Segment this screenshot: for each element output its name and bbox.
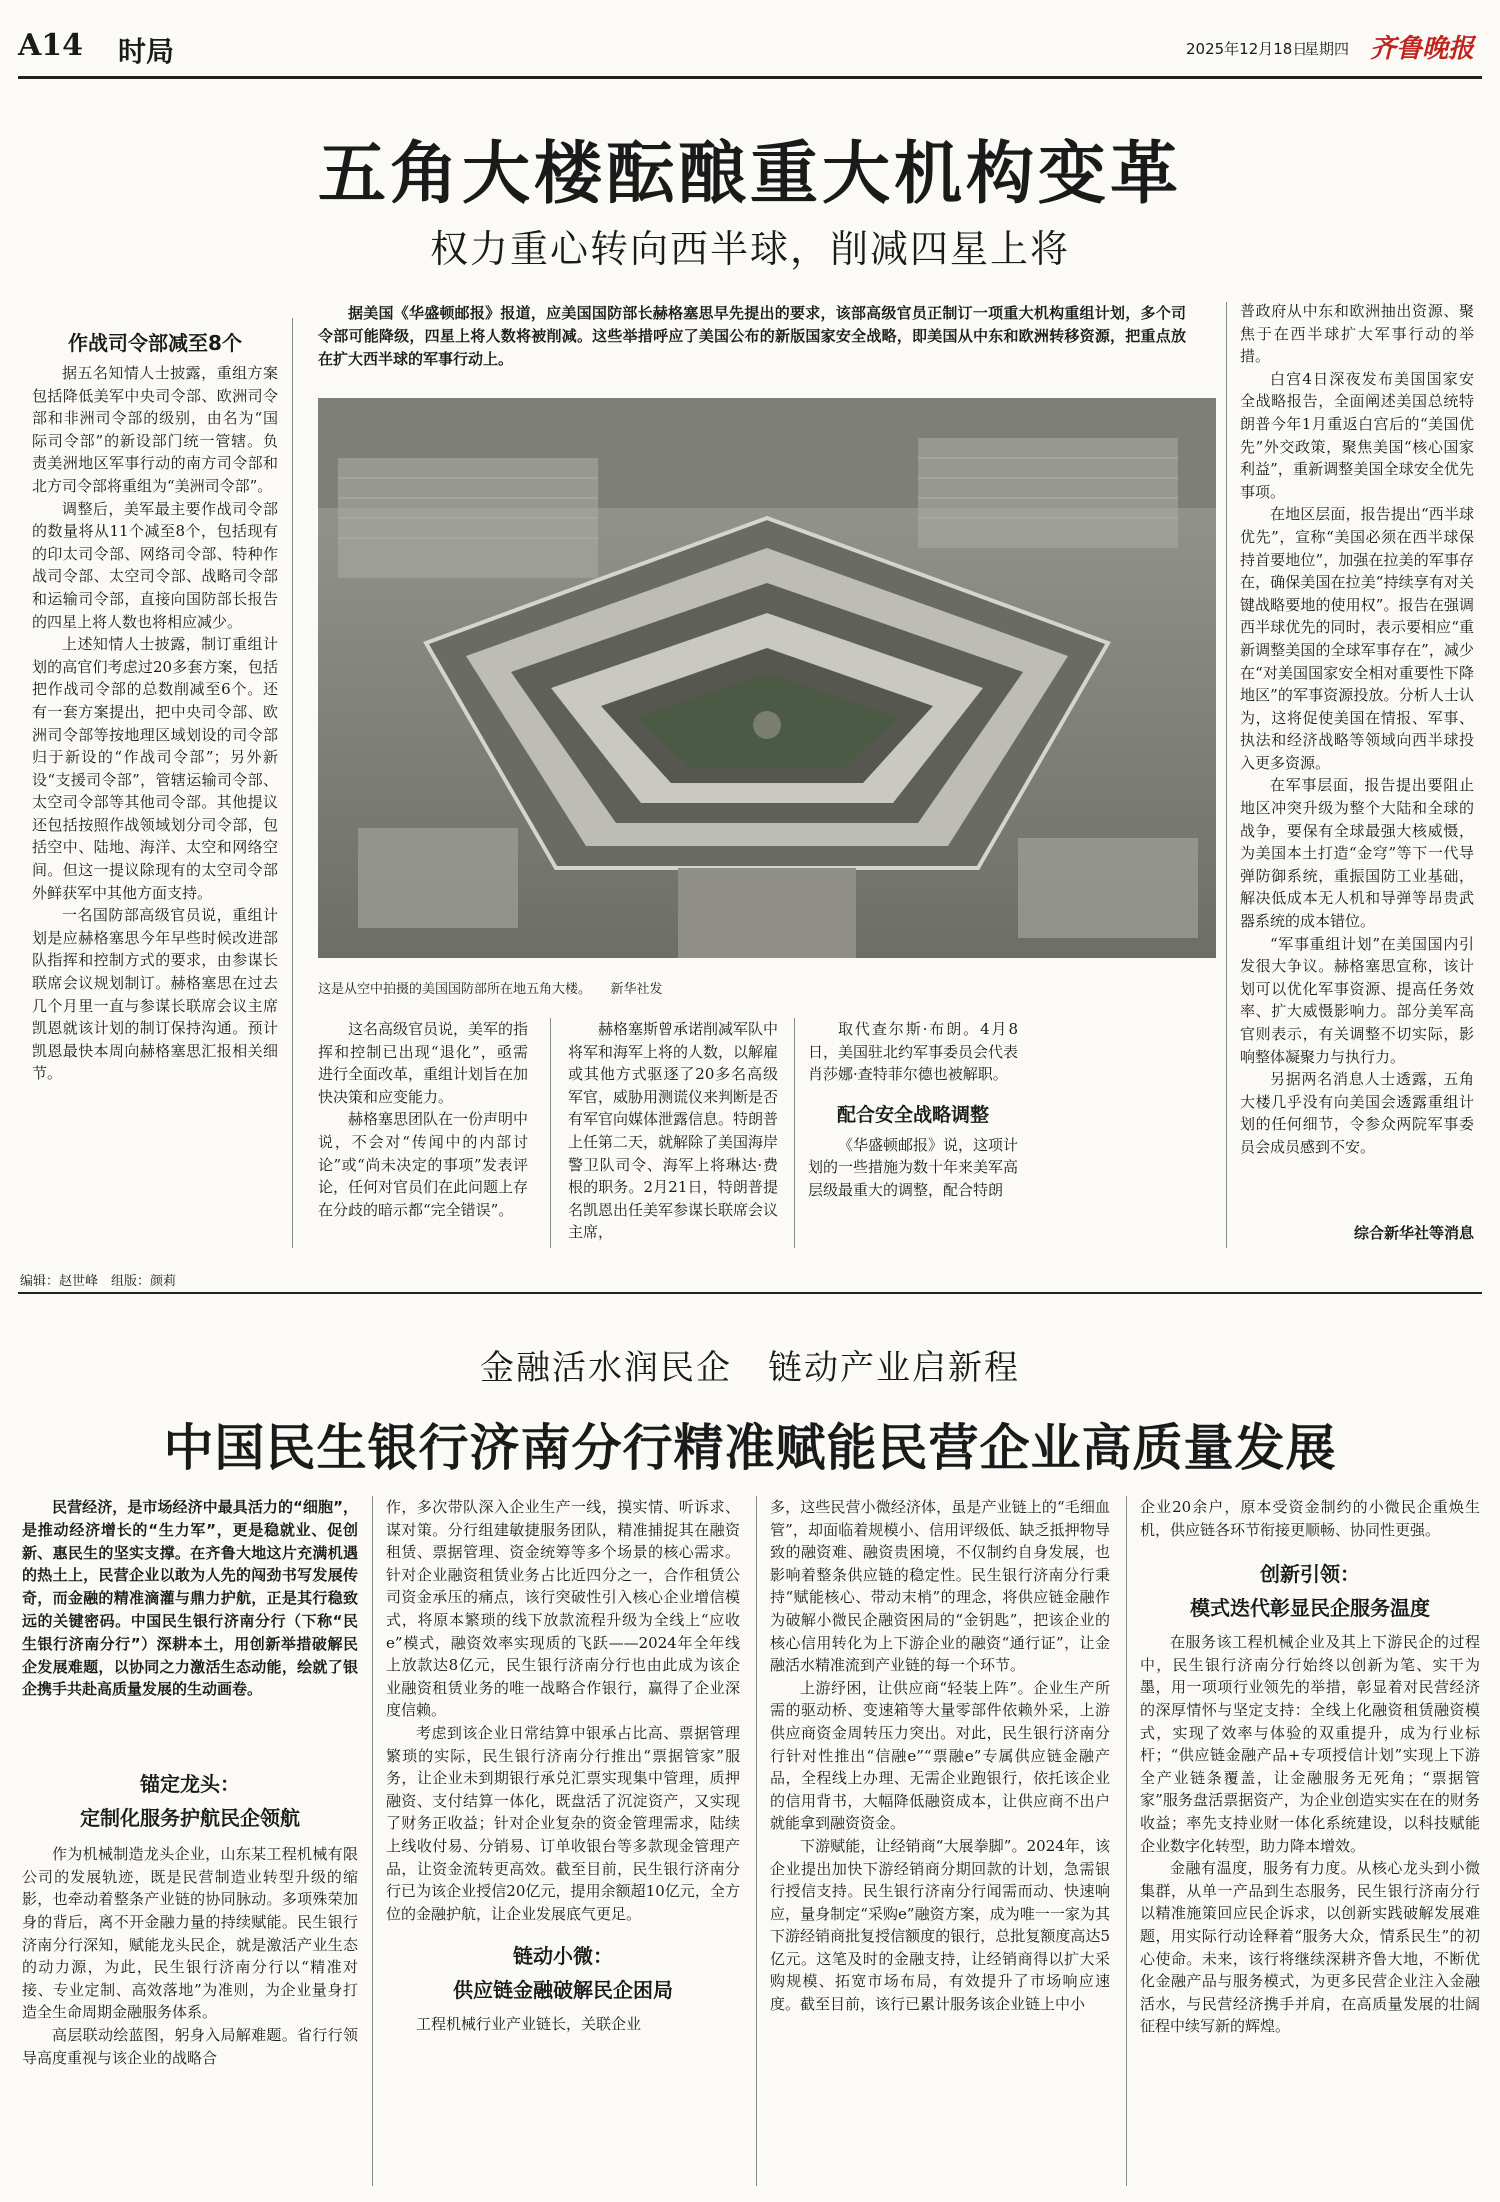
article1-col3 <box>568 1018 778 1248</box>
column-divider <box>1226 302 1227 1248</box>
article2-col3 <box>770 1496 1110 2192</box>
article2-headline: 中国民生银行济南分行精准赋能民营企业高质量发展 <box>163 1418 1337 1477</box>
article1-paragraph: 另据两名消息人士透露，五角大楼几乎没有向美国会透露重组计划的任何细节，令参众两院军事委员会成员感到不安。 <box>1240 1070 1474 1156</box>
column-divider <box>794 1018 795 1248</box>
article2-section3-title: 模式迭代彰显民企服务温度 <box>1190 1596 1430 1621</box>
article2-section2-title: 供应链金融破解民企困局 <box>453 1978 673 2003</box>
article1-col2 <box>318 1018 528 1248</box>
article2-col4 <box>1140 1496 1480 2192</box>
column-divider <box>550 1018 551 1248</box>
article2-col1 <box>22 1496 358 2192</box>
article1-lead: 据美国《华盛顿邮报》报道，应美国国防部长赫格塞思早先提出的要求，该部高级官员正制订一项重大机构重组计划，多个司令部可能降级，四星上将人数将被削减。这些举措呼应了美国公布的新版国家安全战略，即美国从中东和欧洲转移资源，把重点放在扩大西半球的军事行动上。 <box>318 304 1186 368</box>
pentagon-aerial-illustration <box>318 398 1216 958</box>
article1-paragraph: 赫格塞斯曾承诺削减军队中将军和海军上将的人数，以解雇或其他方式驱逐了20多名高级军官，威胁用测谎仪来判断是否有军官向媒体泄露信息。特朗普上任第二天，就解除了美国海岸警卫队司令、海军上将琳达·费根的职务。2月21日，特朗普提名凯恩出任美军参谋长联席会议主席， <box>568 1020 778 1242</box>
issue-date: 2025年12月18日 <box>1186 40 1308 58</box>
article1-paragraph: 《华盛顿邮报》说，这项计划的一些措施为数十年来美军高层级最重大的调整，配合特朗 <box>808 1135 1018 1199</box>
article2-paragraph: 作为机械制造龙头企业，山东某工程机械有限公司的发展轨迹，既是民营制造业转型升级的缩影，也牵动着整条产业链的协同脉动。多项殊荣加身的背后，离不开金融力量的持续赋能。民生银行济南分行深知，赋能龙头民企，就是激活产业生态的动力源，为此，民生银行济南分行以“精准对接、专业定制、高效落地”为准则，为企业量身打造全生命周期金融服务体系。 <box>22 1845 358 2022</box>
article1-paragraph: 一名国防部高级官员说，重组计划是应赫格塞思今年早些时候改进部队指挥和控制方式的要求，由参谋长联席会议规划制订。赫格塞思在过去几个月里一直与参谋长联席会议主席凯恩就该计划的制订保持沟通。预计凯恩最快本周向赫格塞思汇报相关细节。 <box>32 906 278 1083</box>
article2-paragraph: 工程机械行业产业链长，关联企业 <box>416 2015 642 2034</box>
article1-paragraph: 上述知情人士披露，制订重组计划的高官们考虑过20多套方案，包括把作战司令部的总数削减至6个。还有一套方案提出，把中央司令部、欧洲司令部等按地理区域划设的司令部归于新设的“作战司令部”；另外新设“支援司令部”，管辖运输司令部、太空司令部等其他司令部。其他提议还包括按照作战领域划分司令部，包括空中、陆地、海洋、太空和网络空间。但这一提议除现有的太空司令部外鲜获军中其他方面支持。 <box>32 635 278 902</box>
article2-kicker: 金融活水润民企 链动产业启新程 <box>480 1348 1020 1388</box>
article1-col4 <box>808 1018 1018 1248</box>
newspaper-logo: 齐鲁晚报 <box>1370 34 1475 64</box>
article2-section1-title: 定制化服务护航民企领航 <box>80 1806 300 1831</box>
article2-paragraph: 上游纾困，让供应商“轻装上阵”。企业生产所需的驱动桥、变速箱等大量零部件依赖外采，上游供应商资金周转压力突出。对此，民生银行济南分行针对性推出“信融e”“票融e”专属供应链金融产品，全程线上办理、无需企业跑银行，依托该企业的信用背书，大幅降低融资成本，让供应商不出户就能拿到融资资金。 <box>770 1678 1110 1833</box>
page-number: A14 <box>18 28 84 63</box>
article1-paragraph: “军事重组计划”在美国国内引发很大争议。赫格塞思宣称，该计划可以优化军事资源、提高任务效率、扩大威慑影响力。部分美军高官则表示，有关调整不切实际，影响整体凝聚力与执行力。 <box>1240 934 1474 1066</box>
article1-paragraph: 在军事层面，报告提出要阻止地区冲突升级为整个大陆和全球的战争，要保有全球最强大核威慑，为美国本土打造“金穹”等下一代导弹防御系统，重振国防工业基础，解决低成本无人机和导弹等昂贵武器系统的成本错位。 <box>1240 776 1474 931</box>
article2-paragraph: 下游赋能，让经销商“大展拳脚”。2024年，该企业提出加快下游经销商分期回款的计划，急需银行授信支持。民生银行济南分行闻需而动、快速响应，量身制定“采购e”融资方案，成为唯一一家为其下游经销商批复授信额度的银行，总批复额度高达5亿元。这笔及时的金融支持，让经销商得以扩大采购规模、拓宽市场布局，有效提升了市场响应速度。截至目前，该行已累计服务该企业链上中小 <box>770 1836 1110 2014</box>
article1-paragraph: 赫格塞思团队在一份声明中说，不会对“传闻中的内部讨论”或“尚未决定的事项”发表评论，任何对官员们在此问题上存在分歧的暗示都“完全错误”。 <box>318 1110 528 1219</box>
article1-col1 <box>32 324 278 1244</box>
article2-section1-label: 锚定龙头： <box>140 1772 240 1797</box>
page-header <box>18 28 1482 72</box>
pentagon-photo <box>318 398 1216 958</box>
article2-paragraph: 多，这些民营小微经济体，虽是产业链上的“毛细血管”，却面临着规模小、信用评级低、缺乏抵押物导致的融资难、融资贵困境，不仅制约自身发展，也影响着整条供应链的稳定性。民生银行济南分行秉持“赋能核心、带动末梢”的理念，将供应链金融作为破解小微民企融资困局的“金钥匙”，把该企业的核心信用转化为上下游企业的融资“通行证”，让金融活水精准流到产业链的每一个环节。 <box>770 1498 1110 1675</box>
article2-paragraph: 考虑到该企业日常结算中银承占比高、票据管理繁琐的实际，民生银行济南分行推出“票据管家”服务，让企业未到期银行承兑汇票实现集中管理，质押融资、支付结算一体化，既盘活了沉淀资产，又实现了财务正收益；针对企业复杂的资金管理需求，陆续上线收付易、分销易、订单收银台等多款现金管理产品，让资金流转更高效。截至目前，民生银行济南分行已为该企业授信20亿元，提用余额超10亿元，全方位的金融护航，让企业发展底气更足。 <box>386 1723 740 1923</box>
article2-paragraph: 作，多次带队深入企业生产一线，摸实情、听诉求、谋对策。分行组建敏捷服务团队，精准捕捉其在融资租赁、票据管理、资金统筹等多个场景的核心需求。针对企业融资租赁业务占比近四分之一，合作租赁公司资金承压的痛点，该行突破性引入核心企业增信模式，将原本繁琐的线下放款流程升级为全线上“应收e”模式，融资效率实现质的飞跃——2024年全年线上放款达8亿元，民生银行济南分行也由此成为该企业融资租赁业务的唯一战略合作银行，赢得了企业深度信赖。 <box>386 1498 740 1720</box>
header-rule <box>18 76 1482 79</box>
issue-weekday: 星期四 <box>1304 40 1350 58</box>
article1-paragraph: 据五名知情人士披露，重组方案包括降低美军中央司令部、欧洲司令部和非洲司令部的级别，由名为“国际司令部”的新设部门统一管辖。负责美洲地区军事行动的南方司令部和北方司令部将重组为“美洲司令部”。 <box>32 364 278 495</box>
article2-section3-label: 创新引领： <box>1260 1562 1360 1587</box>
photo-caption: 这是从空中拍摄的美国国防部所在地五角大楼。 新华社发 <box>318 982 663 997</box>
editors-line: 编辑：赵世峰 组版：颜莉 <box>20 1274 177 1289</box>
article1-paragraph: 在地区层面，报告提出“西半球优先”，宣称“美国必须在西半球保持首要地位”，加强在拉美的军事存在，确保美国在拉美“持续享有对关键战略要地的使用权”。报告在强调西半球优先的同时，表示要相应“重新调整美国的全球军事存在”，减少在“对美国国家安全相对重要性下降地区”的军事资源投放。分析人士认为，这将促使美国在情报、军事、执法和经济战略等领域向西半球投入更多资源。 <box>1240 505 1474 772</box>
section-name: 时局 <box>118 35 175 68</box>
article1-subhead: 权力重心转向西半球，削减四星上将 <box>429 227 1070 271</box>
article2-lead: 民营经济，是市场经济中最具活力的“细胞”，是推动经济增长的“生力军”，更是稳就业、促创新、惠民生的坚实支撑。在齐鲁大地这片充满机遇的热土上，民营企业以敢为人先的闯劲书写发展传奇，而金融的精准滴灌与鼎力护航，正是其行稳致远的关键密码。中国民生银行济南分行（下称“民生银行济南分行”）深耕本土，用创新举措破解民企发展难题，以协同之力激活生态动能，绘就了银企携手共赴高质量发展的生动画卷。 <box>22 1498 358 1699</box>
column-divider <box>292 318 293 1248</box>
article1-paragraph: 取代查尔斯·布朗。4月8日，美国驻北约军事委员会代表肖莎娜·查特菲尔德也被解职。 <box>808 1020 1018 1084</box>
article1-paragraph: 调整后，美军最主要作战司令部的数量将从11个减至8个，包括现有的印太司令部、网络司令部、特种作战司令部、太空司令部、战略司令部和运输司令部，直接向国防部长报告的四星上将人数也将相应减少。 <box>32 499 278 631</box>
column-divider <box>756 1496 757 2186</box>
article1-headline: 五角大楼酝酿重大机构变革 <box>317 134 1182 214</box>
column-divider <box>1126 1496 1127 2186</box>
article1-col4-heading: 配合安全战略调整 <box>836 1103 989 1126</box>
article2-paragraph: 企业20余户，原本受资金制约的小微民企重焕生机，供应链各环节衔接更顺畅、协同性更强。 <box>1140 1498 1480 1539</box>
article2-paragraph: 金融有温度，服务有力度。从核心龙头到小微集群，从单一产品到生态服务，民生银行济南分行以精准施策回应民企诉求，以创新实践破解发展难题，用实际行动诠释着“服务大众，情系民生”的初心使命。未来，该行将继续深耕齐鲁大地，不断优化金融产品与服务模式，为更多民营企业注入金融活水，与民营经济携手并肩，在高质量发展的壮阔征程中续写新的辉煌。 <box>1140 1859 1480 2036</box>
section-divider <box>18 1292 1482 1294</box>
article1-paragraph: 普政府从中东和欧洲抽出资源、聚焦于在西半球扩大军事行动的举措。 <box>1240 302 1474 366</box>
article1-paragraph: 白宫4日深夜发布美国国家安全战略报告，全面阐述美国总统特朗普今年1月重返白宫后的“美国优先”外交政策，聚焦美国“核心国家利益”，重新调整美国全球安全优先事项。 <box>1240 369 1474 501</box>
article2-section2-label: 链动小微： <box>513 1944 613 1969</box>
article1-paragraph: 这名高级官员说，美军的指挥和控制已出现“退化”，亟需进行全面改革，重组计划旨在加快决策和应变能力。 <box>318 1020 528 1106</box>
article1-col5 <box>1240 300 1474 1220</box>
article2-paragraph: 在服务该工程机械企业及其上下游民企的过程中，民生银行济南分行始终以创新为笔、实干为墨，用一项项行业领先的举措，彰显着对民营经济的深厚情怀与坚定支持：全线上化融资租赁融资模式，实现了效率与体验的双重提升，成为行业标杆；“供应链金融产品+专项授信计划”实现上下游全产业链条覆盖，让金融服务无死角；“票据管家”服务盘活票据资产，为企业创造实实在在的财务收益；率先支持业财一体化系统建设，以科技赋能企业数字化转型，助力降本增效。 <box>1140 1633 1480 1855</box>
column-divider <box>372 1496 373 2186</box>
article2-paragraph: 高层联动绘蓝图，躬身入局解难题。省行行领导高度重视与该企业的战略合 <box>22 2025 358 2067</box>
article1-col1-heading: 作战司令部减至8个 <box>68 331 242 355</box>
article2-col2 <box>386 1496 740 2192</box>
article1-byline: 综合新华社等消息 <box>1353 1224 1474 1242</box>
